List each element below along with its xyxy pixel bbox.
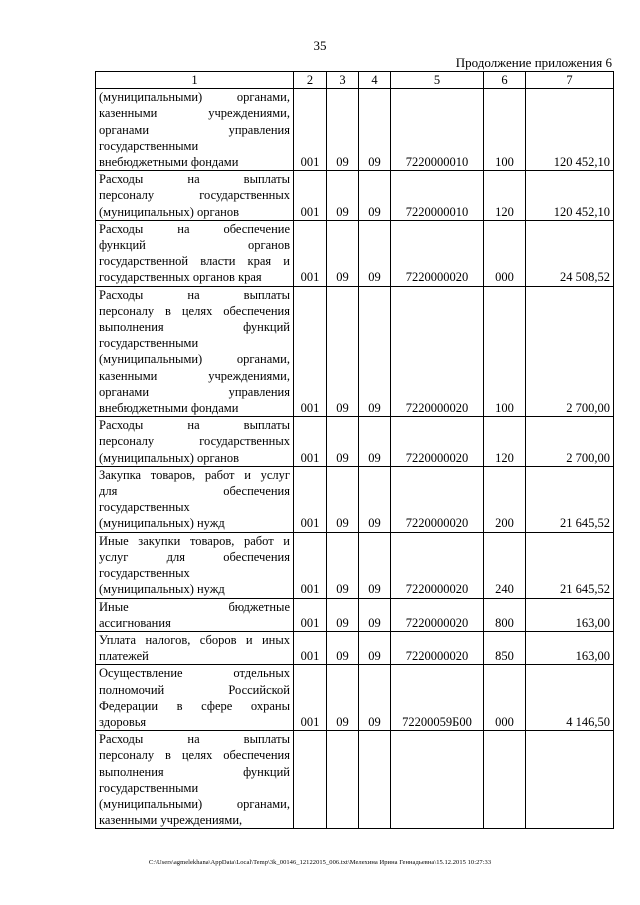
section-code-cell: 09	[327, 466, 359, 532]
admin-code-cell: 001	[294, 89, 327, 171]
admin-code-cell: 001	[294, 286, 327, 417]
expense-name-line: персоналу государственных	[99, 434, 290, 449]
expense-name-line: Расходы на выплаты	[99, 732, 290, 747]
expense-name-line: (муниципальными) органами,	[99, 352, 290, 367]
expense-name-cell	[96, 731, 294, 829]
amount-cell: 163,00	[526, 598, 614, 631]
expense-name-line: (муниципальных) органов	[99, 204, 240, 219]
expense-type-cell: 120	[484, 171, 526, 221]
subsection-code-cell: 09	[359, 631, 391, 664]
column-header: 4	[359, 72, 391, 89]
expense-name-cell	[96, 665, 294, 731]
expense-type-cell: 200	[484, 466, 526, 532]
amount-cell: 21 645,52	[526, 466, 614, 532]
expense-name-cell	[96, 417, 294, 467]
expense-name-line: полномочий Российской	[99, 682, 290, 697]
subsection-code-cell: 09	[359, 89, 391, 171]
target-article-cell	[391, 731, 484, 829]
target-article-cell: 7220000020	[391, 532, 484, 598]
expense-type-cell: 000	[484, 665, 526, 731]
admin-code-cell: 001	[294, 665, 327, 731]
column-header: 6	[484, 72, 526, 89]
target-article-cell: 7220000020	[391, 466, 484, 532]
target-article-cell: 7220000020	[391, 286, 484, 417]
expense-name-line: государственных органов края	[99, 270, 262, 285]
expense-name-line: (муниципальными) органами,	[99, 90, 290, 105]
expense-name-line: казенными учреждениями,	[99, 106, 290, 121]
table-row	[96, 598, 614, 631]
admin-code-cell	[294, 731, 327, 829]
expense-name-line: персоналу в целях обеспечения	[99, 303, 290, 318]
expense-name-line: государственными	[99, 138, 199, 153]
amount-cell: 2 700,00	[526, 286, 614, 417]
expense-name-line: Расходы на выплаты	[99, 418, 290, 433]
expense-name-cell	[96, 220, 294, 286]
table-row	[96, 631, 614, 664]
expense-name-line: казенными учреждениями,	[99, 813, 243, 828]
expense-name-line: Уплата налогов, сборов и иных	[99, 632, 290, 647]
expense-name-cell	[96, 286, 294, 417]
admin-code-cell: 001	[294, 631, 327, 664]
expense-name-line: (муниципальных) нужд	[99, 582, 225, 597]
table-row	[96, 171, 614, 221]
expense-name-line: государственными	[99, 336, 199, 351]
target-article-cell: 72200059Б00	[391, 665, 484, 731]
table-row	[96, 220, 614, 286]
expense-name-line: Иные бюджетные	[99, 599, 290, 614]
admin-code-cell: 001	[294, 532, 327, 598]
subsection-code-cell: 09	[359, 220, 391, 286]
expense-type-cell: 240	[484, 532, 526, 598]
column-header: 3	[327, 72, 359, 89]
amount-cell	[526, 731, 614, 829]
expense-name-line: государственными	[99, 780, 199, 795]
expense-name-line: (муниципальными) органами,	[99, 796, 290, 811]
expense-name-line: органами управления	[99, 122, 290, 137]
amount-cell: 2 700,00	[526, 417, 614, 467]
section-code-cell: 09	[327, 598, 359, 631]
expense-name-line: ассигнования	[99, 615, 171, 630]
subsection-code-cell: 09	[359, 466, 391, 532]
expense-name-line: (муниципальных) органов	[99, 450, 240, 465]
section-code-cell: 09	[327, 286, 359, 417]
expense-name-line: Расходы на выплаты	[99, 172, 290, 187]
expense-name-line: Закупка товаров, работ и услуг	[99, 467, 290, 482]
target-article-cell: 7220000020	[391, 631, 484, 664]
expense-name-line: платежей	[99, 649, 149, 664]
expense-name-line: Осуществление отдельных	[99, 666, 290, 681]
file-path-footer: C:\Users\agmelekhana\AppData\Local\Temp\3k_00146_12122015_006.txt\Мелехина Ирина Геннадьевна\15.12.2015 10:27:33	[148, 859, 492, 866]
target-article-cell: 7220000020	[391, 417, 484, 467]
expense-name-cell	[96, 466, 294, 532]
expense-name-line: государственных	[99, 566, 190, 581]
table-row	[96, 286, 614, 417]
page-number: 35	[313, 38, 327, 53]
expense-name-cell	[96, 631, 294, 664]
target-article-cell: 7220000020	[391, 598, 484, 631]
table-row	[96, 731, 614, 829]
amount-cell: 120 452,10	[526, 89, 614, 171]
table-body	[96, 89, 614, 829]
expense-name-cell	[96, 171, 294, 221]
subsection-code-cell: 09	[359, 532, 391, 598]
subsection-code-cell: 09	[359, 171, 391, 221]
subsection-code-cell: 09	[359, 665, 391, 731]
expense-type-cell: 800	[484, 598, 526, 631]
subsection-code-cell: 09	[359, 598, 391, 631]
section-code-cell: 09	[327, 171, 359, 221]
table-header-row	[96, 72, 614, 89]
expense-name-line: функций органов	[99, 238, 290, 253]
table-row	[96, 665, 614, 731]
section-code-cell	[327, 731, 359, 829]
expense-name-line: для обеспечения	[99, 484, 290, 499]
expense-name-line: Иные закупки товаров, работ и	[99, 533, 290, 548]
expense-name-line: внебюджетными фондами	[99, 155, 239, 170]
admin-code-cell: 001	[294, 171, 327, 221]
target-article-cell: 7220000010	[391, 89, 484, 171]
column-header: 7	[526, 72, 614, 89]
amount-cell: 163,00	[526, 631, 614, 664]
amount-cell: 120 452,10	[526, 171, 614, 221]
expense-name-cell	[96, 598, 294, 631]
column-header: 1	[96, 72, 294, 89]
expense-name-line: персоналу государственных	[99, 188, 290, 203]
table-row	[96, 89, 614, 171]
expense-name-line: выполнения функций	[99, 320, 290, 335]
expense-type-cell: 100	[484, 286, 526, 417]
section-code-cell: 09	[327, 220, 359, 286]
amount-cell: 4 146,50	[526, 665, 614, 731]
table-row	[96, 466, 614, 532]
admin-code-cell: 001	[294, 220, 327, 286]
column-header: 5	[391, 72, 484, 89]
expense-name-line: государственной власти края и	[99, 254, 290, 269]
admin-code-cell: 001	[294, 598, 327, 631]
subsection-code-cell	[359, 731, 391, 829]
budget-table	[95, 71, 614, 829]
expense-name-line: услуг для обеспечения	[99, 549, 290, 564]
expense-name-line: внебюджетными фондами	[99, 401, 239, 416]
amount-cell: 21 645,52	[526, 532, 614, 598]
target-article-cell: 7220000020	[391, 220, 484, 286]
subsection-code-cell: 09	[359, 417, 391, 467]
expense-type-cell: 000	[484, 220, 526, 286]
table-row	[96, 417, 614, 467]
target-article-cell: 7220000010	[391, 171, 484, 221]
amount-cell: 24 508,52	[526, 220, 614, 286]
expense-name-line: (муниципальных) нужд	[99, 516, 225, 531]
expense-name-line: органами управления	[99, 384, 290, 399]
expense-name-line: здоровья	[99, 714, 147, 729]
appendix-continuation-note: Продолжение приложения 6	[455, 55, 612, 70]
admin-code-cell: 001	[294, 466, 327, 532]
expense-name-line: Расходы на обеспечение	[99, 221, 290, 236]
expense-type-cell: 850	[484, 631, 526, 664]
expense-name-line: персоналу в целях обеспечения	[99, 748, 290, 763]
expense-name-cell	[96, 532, 294, 598]
expense-type-cell: 120	[484, 417, 526, 467]
section-code-cell: 09	[327, 89, 359, 171]
section-code-cell: 09	[327, 532, 359, 598]
expense-name-line: выполнения функций	[99, 764, 290, 779]
expense-name-line: казенными учреждениями,	[99, 368, 290, 383]
expense-type-cell: 100	[484, 89, 526, 171]
expense-type-cell	[484, 731, 526, 829]
section-code-cell: 09	[327, 417, 359, 467]
expense-name-line: государственных	[99, 500, 190, 515]
section-code-cell: 09	[327, 665, 359, 731]
expense-name-line: Федерации в сфере охраны	[99, 698, 290, 713]
subsection-code-cell: 09	[359, 286, 391, 417]
admin-code-cell: 001	[294, 417, 327, 467]
table-row	[96, 532, 614, 598]
expense-name-cell	[96, 89, 294, 171]
section-code-cell: 09	[327, 631, 359, 664]
expense-name-line: Расходы на выплаты	[99, 287, 290, 302]
column-header: 2	[294, 72, 327, 89]
